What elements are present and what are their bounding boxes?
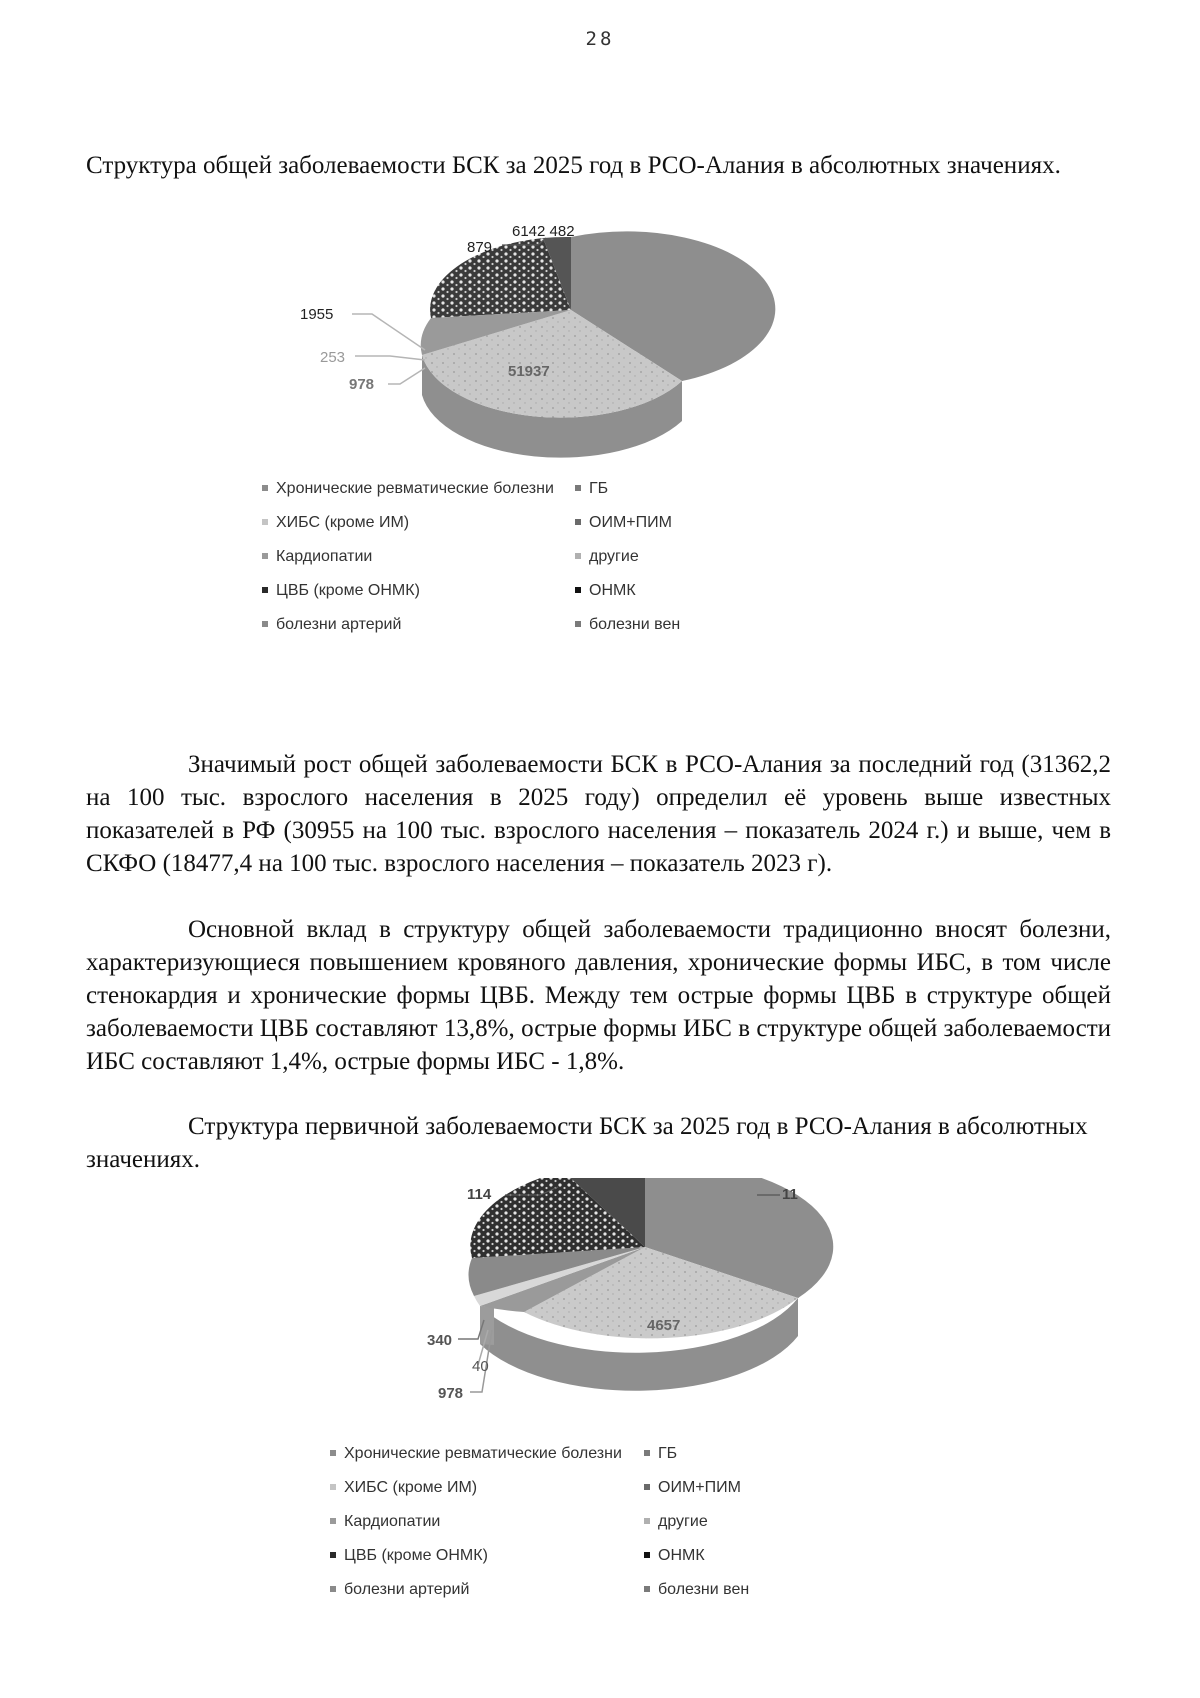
chart2-label: 11 (782, 1186, 798, 1203)
chart2-label: 114 (467, 1186, 492, 1203)
chart1-label: 978 (349, 376, 375, 393)
chart2-label: 978 (438, 1385, 464, 1402)
legend-item: ОИМ+ПИМ (575, 514, 672, 532)
chart2-pie (0, 1178, 1200, 1418)
chart2-label: 40 (472, 1358, 489, 1375)
chart2-caption: Структура первичной заболеваемости БСК за 2025 год в РСО-Алания в абсолютных значениях. (86, 1113, 1088, 1173)
chart1-pie (0, 210, 1200, 460)
legend-item: ОНМК (575, 582, 636, 600)
legend-swatch (262, 519, 268, 525)
chart2-label: 340 (427, 1332, 453, 1349)
chart1-legend (262, 480, 762, 640)
chart1-caption: Структура общей заболеваемости БСК за 2025 год в РСО-Алания в абсолютных значениях. (86, 152, 1061, 179)
legend-item: ОНМК (644, 1547, 705, 1565)
legend-swatch (262, 553, 268, 559)
legend-swatch (262, 587, 268, 593)
legend-swatch (644, 1552, 650, 1558)
paragraph-2: Основной вклад в структуру общей заболеваемости традиционно вносят болезни, характеризующиеся повышением кровяного давления, хронические формы ИБС, в том числе стенокардия и хронические формы ЦВБ. Между тем острые формы ЦВБ в структуре общей заболеваемости ЦВБ составляют 13,8%, острые формы ИБС в структуре общей заболеваемости ИБС составляют 1,4%, острые формы ИБС - 1,8%. (86, 916, 1111, 1075)
legend-swatch (575, 587, 581, 593)
legend-swatch (644, 1450, 650, 1456)
legend-item: другие (644, 1513, 708, 1531)
legend-item: ГБ (575, 480, 608, 498)
legend-item: болезни артерий (330, 1581, 469, 1599)
legend-item: ОИМ+ПИМ (644, 1479, 741, 1497)
legend-swatch (575, 621, 581, 627)
chart2-legend (330, 1445, 830, 1605)
legend-swatch (330, 1552, 336, 1558)
chart2-label: 4657 (647, 1317, 681, 1334)
chart1-label: 51937 (508, 363, 550, 380)
page-number: 28 (585, 28, 615, 50)
legend-item: ХИБС (кроме ИМ) (330, 1479, 477, 1497)
legend-swatch (330, 1484, 336, 1490)
legend-item: болезни вен (575, 616, 680, 634)
legend-swatch (644, 1518, 650, 1524)
legend-item: Кардиопатии (262, 548, 372, 566)
legend-item: Хронические ревматические болезни (330, 1445, 622, 1463)
legend-item: другие (575, 548, 639, 566)
legend-item: Кардиопатии (330, 1513, 440, 1531)
chart1-label: 6142 482 (512, 223, 575, 240)
chart1-label: 879 (467, 239, 493, 256)
legend-swatch (330, 1586, 336, 1592)
legend-swatch (644, 1484, 650, 1490)
legend-swatch (575, 485, 581, 491)
legend-swatch (330, 1518, 336, 1524)
legend-swatch (644, 1586, 650, 1592)
legend-item: ЦВБ (кроме ОНМК) (330, 1547, 488, 1565)
legend-swatch (262, 485, 268, 491)
legend-item: болезни артерий (262, 616, 401, 634)
legend-item: ЦВБ (кроме ОНМК) (262, 582, 420, 600)
legend-swatch (575, 519, 581, 525)
paragraph-1: Значимый рост общей заболеваемости БСК в РСО-Алания за последний год (31362,2 на 100 тыс. взрослого населения в 2025 году) определил её уровень выше известных показателей в РФ (30955 на 100 тыс. взрослого населения – показатель 2024 г.) и выше, чем в СКФО (18477,4 на 100 тыс. взрослого населения – показатель 2023 г). (86, 751, 1111, 877)
legend-item: ХИБС (кроме ИМ) (262, 514, 409, 532)
legend-item: болезни вен (644, 1581, 749, 1599)
chart1-label: 253 (320, 349, 346, 366)
legend-swatch (575, 553, 581, 559)
legend-swatch (262, 621, 268, 627)
legend-item: Хронические ревматические болезни (262, 480, 554, 498)
legend-swatch (330, 1450, 336, 1456)
chart1-label: 1955 (300, 306, 334, 323)
legend-item: ГБ (644, 1445, 677, 1463)
